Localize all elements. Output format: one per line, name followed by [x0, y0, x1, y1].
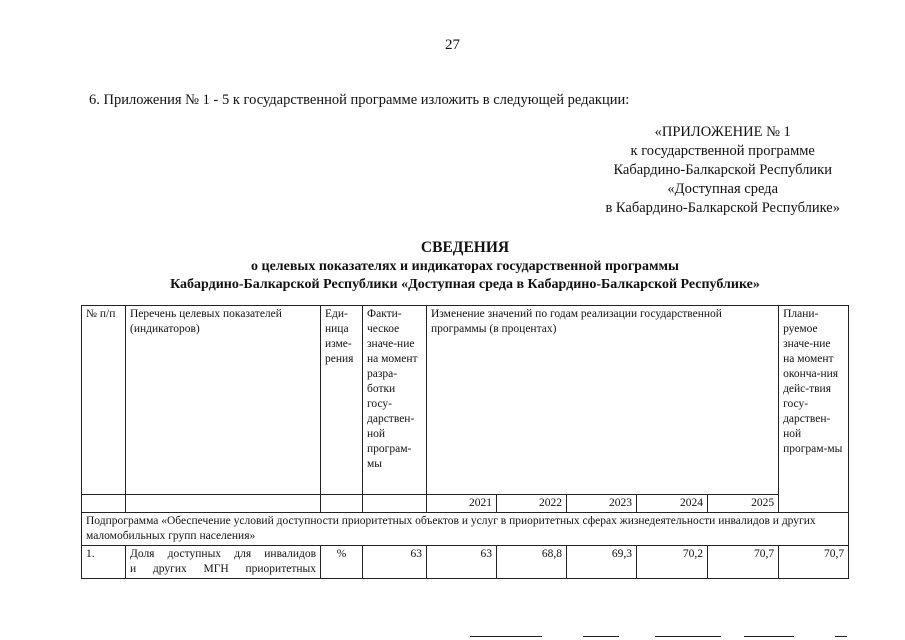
row-actual: 63: [363, 546, 427, 579]
row-indicator-line: и других МГН приоритетных: [130, 563, 316, 575]
subprogram-title: Подпрограмма «Обеспечение условий доступности приоритетных объектов и услуг в приоритетных сферах жизнедеятельности инвалидов и других маломобильных групп населения»: [82, 513, 849, 546]
row-value: 68,8: [497, 546, 567, 579]
appendix-line: Кабардино-Балкарской Республики: [613, 162, 832, 178]
indicators-table: [81, 305, 849, 579]
empty-cell: [82, 495, 126, 513]
appendix-block: [605, 123, 840, 218]
appendix-line: «Доступная среда: [667, 181, 778, 197]
row-planned: 70,7: [779, 546, 849, 579]
appendix-line: «ПРИЛОЖЕНИЕ № 1: [654, 124, 791, 140]
subprogram-row: [82, 513, 849, 546]
header-num: № п/п: [82, 306, 126, 495]
page-edge-rule: [470, 636, 542, 637]
row-num: 1.: [82, 546, 126, 579]
row-unit: %: [321, 546, 363, 579]
year-header: 2024: [637, 495, 708, 513]
table-header-row: [82, 306, 849, 495]
table-row: [82, 546, 849, 579]
intro-paragraph: 6. Приложения № 1 - 5 к государственной программе изложить в следующей редакции:: [89, 92, 630, 108]
row-value: 63: [427, 546, 497, 579]
row-value: 70,2: [637, 546, 708, 579]
heading-title: СВЕДЕНИЯ: [420, 239, 510, 256]
page-edge-rule: [744, 636, 794, 637]
appendix-line: в Кабардино-Балкарской Республике»: [605, 200, 840, 216]
table-years-row: [82, 495, 849, 513]
heading-line: о целевых показателях и индикаторах государственной программы: [251, 259, 679, 274]
year-header: 2023: [567, 495, 637, 513]
row-indicator: [126, 546, 321, 579]
page-number: 27: [445, 37, 460, 53]
header-change: Изменение значений по годам реализации государственной программы (в процентах): [427, 306, 779, 495]
header-unit: Еди-ница изме-рения: [321, 306, 363, 495]
header-actual: Факти-ческое значе-ние на момент разра-ботки госу-дарствен-ной програм-мы: [363, 306, 427, 495]
page-edge-rule: [835, 636, 847, 637]
header-indicator: Перечень целевых показателей (индикаторов): [126, 306, 321, 495]
row-value: 70,7: [708, 546, 779, 579]
year-header: 2021: [427, 495, 497, 513]
page-edge-rule: [655, 636, 721, 637]
empty-cell: [321, 495, 363, 513]
header-planned: Плани-руемое значе-ние на момент оконча-ния дейс-твия госу-дарствен-ной програм-мы: [779, 306, 849, 513]
row-value: 69,3: [567, 546, 637, 579]
year-header: 2025: [708, 495, 779, 513]
row-indicator-line: Доля доступных для инвалидов: [130, 548, 316, 560]
empty-cell: [363, 495, 427, 513]
page-edge-rule: [583, 636, 619, 637]
appendix-line: к государственной программе: [630, 143, 815, 159]
empty-cell: [126, 495, 321, 513]
document-heading: [0, 238, 905, 294]
year-header: 2022: [497, 495, 567, 513]
heading-line: Кабардино-Балкарской Республики «Доступная среда в Кабардино-Балкарской Республике»: [170, 277, 760, 292]
